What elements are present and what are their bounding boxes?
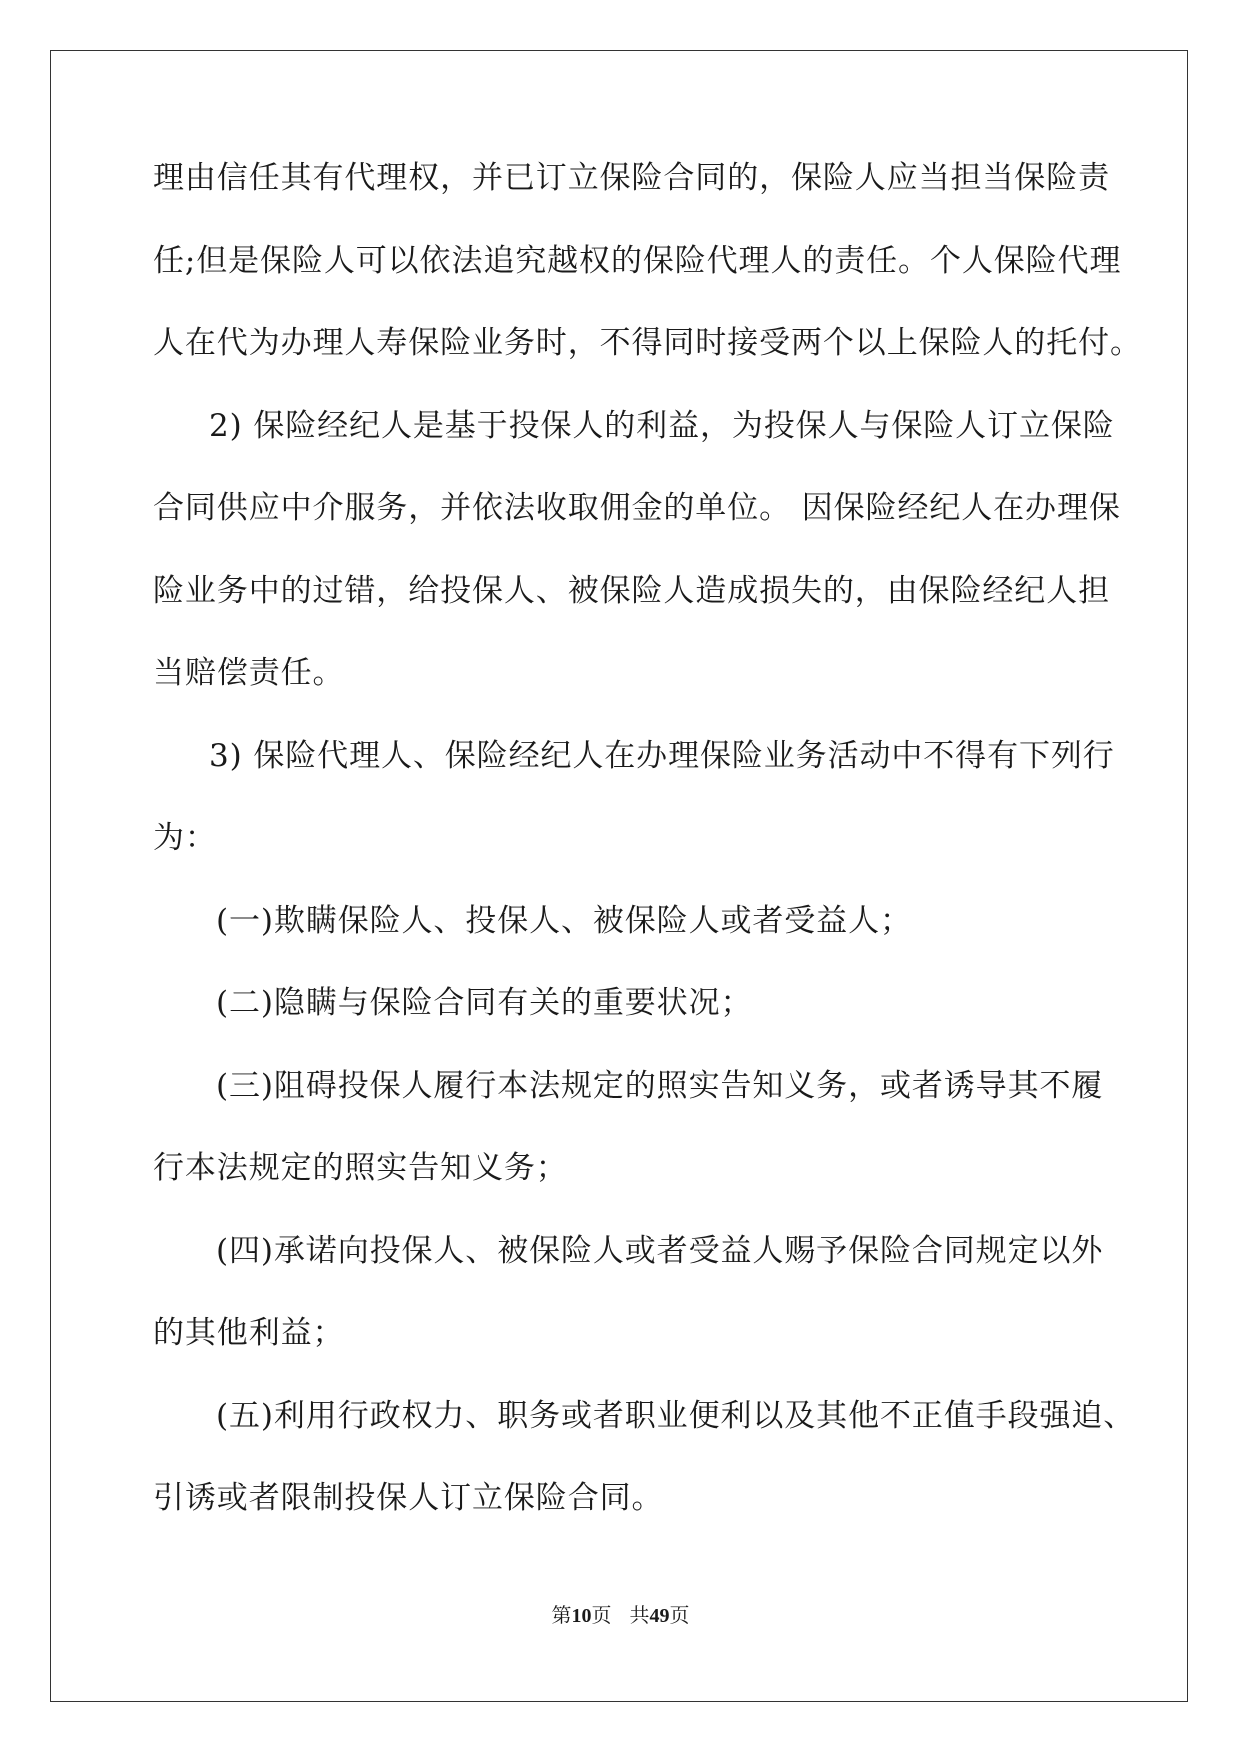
paragraph-2-start: 2) 保险经纪人是基于投保人的利益，为投保人与保险人订立保险 <box>209 407 1115 444</box>
page-prefix: 第 <box>551 1605 572 1627</box>
total-page-number: 49 <box>649 1605 670 1627</box>
text-line: 的其他利益； <box>153 1315 345 1351</box>
list-item-2: (二)隐瞒与保险合同有关的重要状况； <box>216 985 753 1021</box>
text-line: 理由信任其有代理权，并已订立保险合同的，保险人应当担当保险责 <box>153 160 1110 196</box>
text-line: 为： <box>153 820 217 856</box>
text-line: 任;但是保险人可以依法追究越权的保险代理人的责任。个人保险代理 <box>153 242 1122 279</box>
text-line: 险业务中的过错，给投保人、被保险人造成损失的，由保险经纪人担 <box>153 572 1110 609</box>
page-footer <box>0 1604 1241 1628</box>
document-body <box>153 155 1142 1558</box>
paragraph-3-start: 3) 保险代理人、保险经纪人在办理保险业务活动中不得有下列行 <box>209 737 1115 774</box>
list-item-5: (五)利用行政权力、职务或者职业便利以及其他不正值手段强迫、 <box>216 1397 1136 1434</box>
text-line: 引诱或者限制投保人订立保险合同。 <box>153 1480 664 1516</box>
total-prefix: 共 <box>629 1605 650 1627</box>
text-line: 当赔偿责任。 <box>153 655 345 691</box>
page-suffix: 页 <box>591 1605 612 1627</box>
current-page-number: 10 <box>571 1605 592 1627</box>
list-item-3: (三)阻碍投保人履行本法规定的照实告知义务，或者诱导其不履 <box>216 1067 1104 1104</box>
list-item-1: (一)欺瞒保险人、投保人、被保险人或者受益人； <box>216 902 912 939</box>
text-line: 人在代为办理人寿保险业务时，不得同时接受两个以上保险人的托付。 <box>153 325 1142 361</box>
list-item-4: (四)承诺向投保人、被保险人或者受益人赐予保险合同规定以外 <box>216 1232 1104 1269</box>
text-line: 合同供应中介服务，并依法收取佣金的单位。 因保险经纪人在办理保 <box>153 490 1121 526</box>
total-suffix: 页 <box>669 1605 690 1627</box>
text-line: 行本法规定的照实告知义务； <box>153 1150 568 1186</box>
